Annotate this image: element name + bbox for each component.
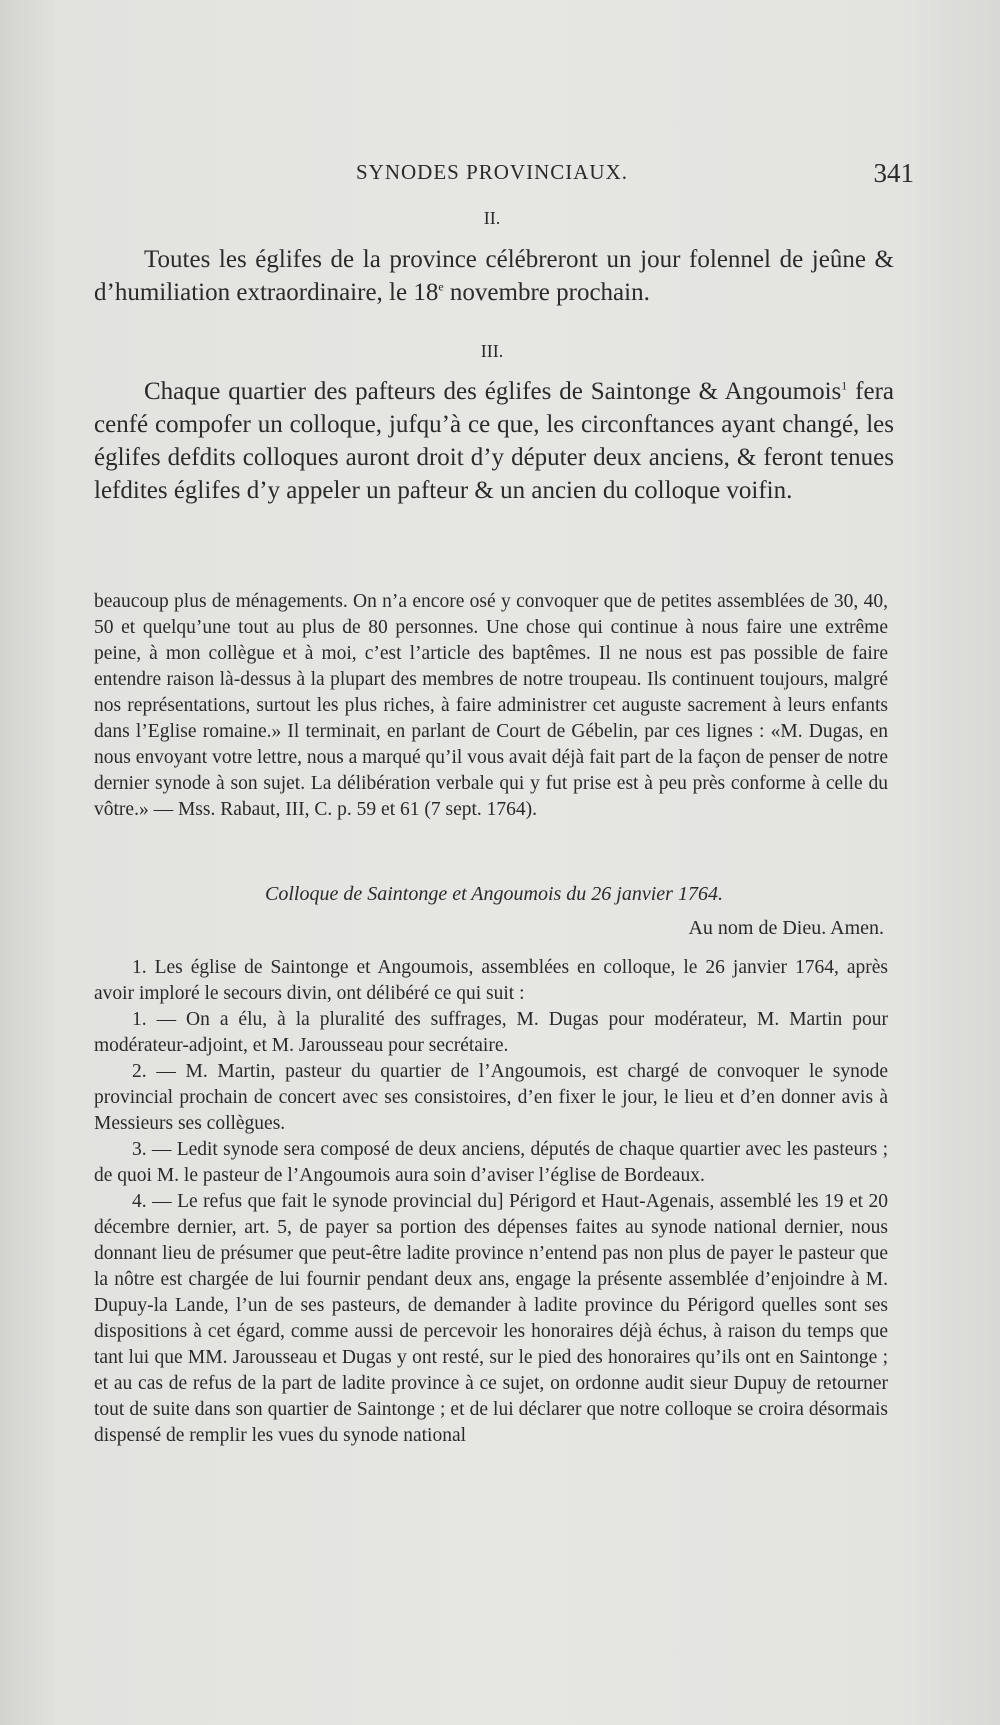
section-number-3: III. — [480, 341, 504, 361]
colloque-paragraph: 3. — Ledit synode sera composé de deux anciens, députés de chaque quartier avec les pasteurs ; de quoi M. le pasteur de l’Angoumois aura soin d’aviser l’église de Bordeaux. — [94, 1139, 888, 1186]
invocation: Au nom de Dieu. Amen. — [688, 917, 884, 939]
section-number-2: II. — [483, 208, 501, 228]
running-head — [92, 158, 914, 188]
colloque-title: Colloque de Saintonge et Angoumois du 26 janvier 1764. — [265, 883, 723, 905]
footnote-marker: 1 — [841, 378, 848, 393]
article-2-body-end: novembre prochain. — [443, 279, 650, 306]
colloque-body — [94, 955, 888, 1449]
article-3-body-a: Chaque quartier des pafteurs des églifes de Saintonge & Angoumois — [144, 378, 842, 405]
article-2-text — [94, 243, 894, 309]
running-title: SYNODES PROVINCIAUX. — [355, 160, 629, 184]
ordinal-superscript: e — [438, 279, 444, 294]
colloque-paragraph: 1. — On a élu, à la pluralité des suffrages, M. Dugas pour modérateur, M. Martin pour modérateur-adjoint, et M. Jarousseau pour secrétaire. — [94, 1009, 888, 1056]
page-number: 341 — [873, 158, 914, 188]
article-3-body-b: fera cenfé compofer un colloque, jufqu’à ce que, les circonftances ayant changé, les églifes defdits colloques auront droit d’y députer deux anciens, & feront tenues lefdites églifes d’y appeler un pafteur & un ancien du colloque voifin. — [94, 378, 895, 504]
colloque-paragraph: 2. — M. Martin, pasteur du quartier de l’Angoumois, est chargé de convoquer le synode provincial prochain de concert avec ses consistoires, d’en fixer le jour, le lieu et d’en donner avis à Messieurs ses collègues. — [94, 1061, 888, 1134]
footnote-text: beaucoup plus de ménagements. On n’a encore osé y convoquer que de petites assemblées de 30, 40, 50 et quelqu’une tout au plus de 80 personnes. Une chose qui continue à nous faire une extrême peine, à mon collègue et à moi, c’est l’article des baptêmes. Il ne nous est pas possible de faire entendre raison là-dessus à la plupart des membres de notre troupeau. Ils continuent toujours, malgré nos représentations, surtout les plus riches, à faire administrer cet auguste sacrement à leurs enfants dans l’Eglise romaine.» Il terminait, en parlant de Court de Gébelin, par ces lignes : «M. Dugas, en nous envoyant votre lettre, nous a marqué qu’il vous avait déjà fait part de la façon de penser de notre dernier synode à son sujet. La délibération verbale qui y fut prise est à peu près conforme à celle du vôtre.» — Mss. Rabaut, III, C. p. 59 et 61 (7 sept. 1764). — [94, 591, 888, 820]
colloque-paragraph: 1. Les église de Saintonge et Angoumois, assemblées en colloque, le 26 janvier 1764, après avoir imploré le secours divin, ont délibéré ce qui suit : — [94, 957, 888, 1004]
article-3-text — [94, 375, 894, 507]
article-2-body: Toutes les églifes de la province célébreront un jour folennel de jeûne & d’humiliation extraordinaire, le 18 — [94, 246, 894, 306]
footnote-block — [94, 589, 888, 823]
colloque-paragraph: 4. — Le refus que fait le synode provincial du] Périgord et Haut-Agenais, assemblé les 19 et 20 décembre dernier, art. 5, de payer sa portion des dépenses faites au synode national dernier, nous donnant lieu de présumer que peut-être ladite province n’entend pas non plus de payer le pasteur que la nôtre est chargée de lui fournir pendant deux ans, engage la présente assemblée d’enjoindre à M. Dupuy-la Lande, l’un de ses pasteurs, de demander à ladite province du Périgord quelles sont ses dispositions à cet égard, comme aussi de percevoir les honoraires déjà échus, à raison du temps que tant lui que MM. Jarousseau et Dugas y ont resté, sur le pied des honoraires qu’ils ont en Saintonge ; et au cas de refus de la part de ladite province à ce sujet, on ordonne audit sieur Dupuy de retourner tout de suite dans son quartier de Saintonge ; et de lui déclarer que notre colloque se croira désormais dispensé de remplir les vues du synode national — [94, 1191, 888, 1446]
